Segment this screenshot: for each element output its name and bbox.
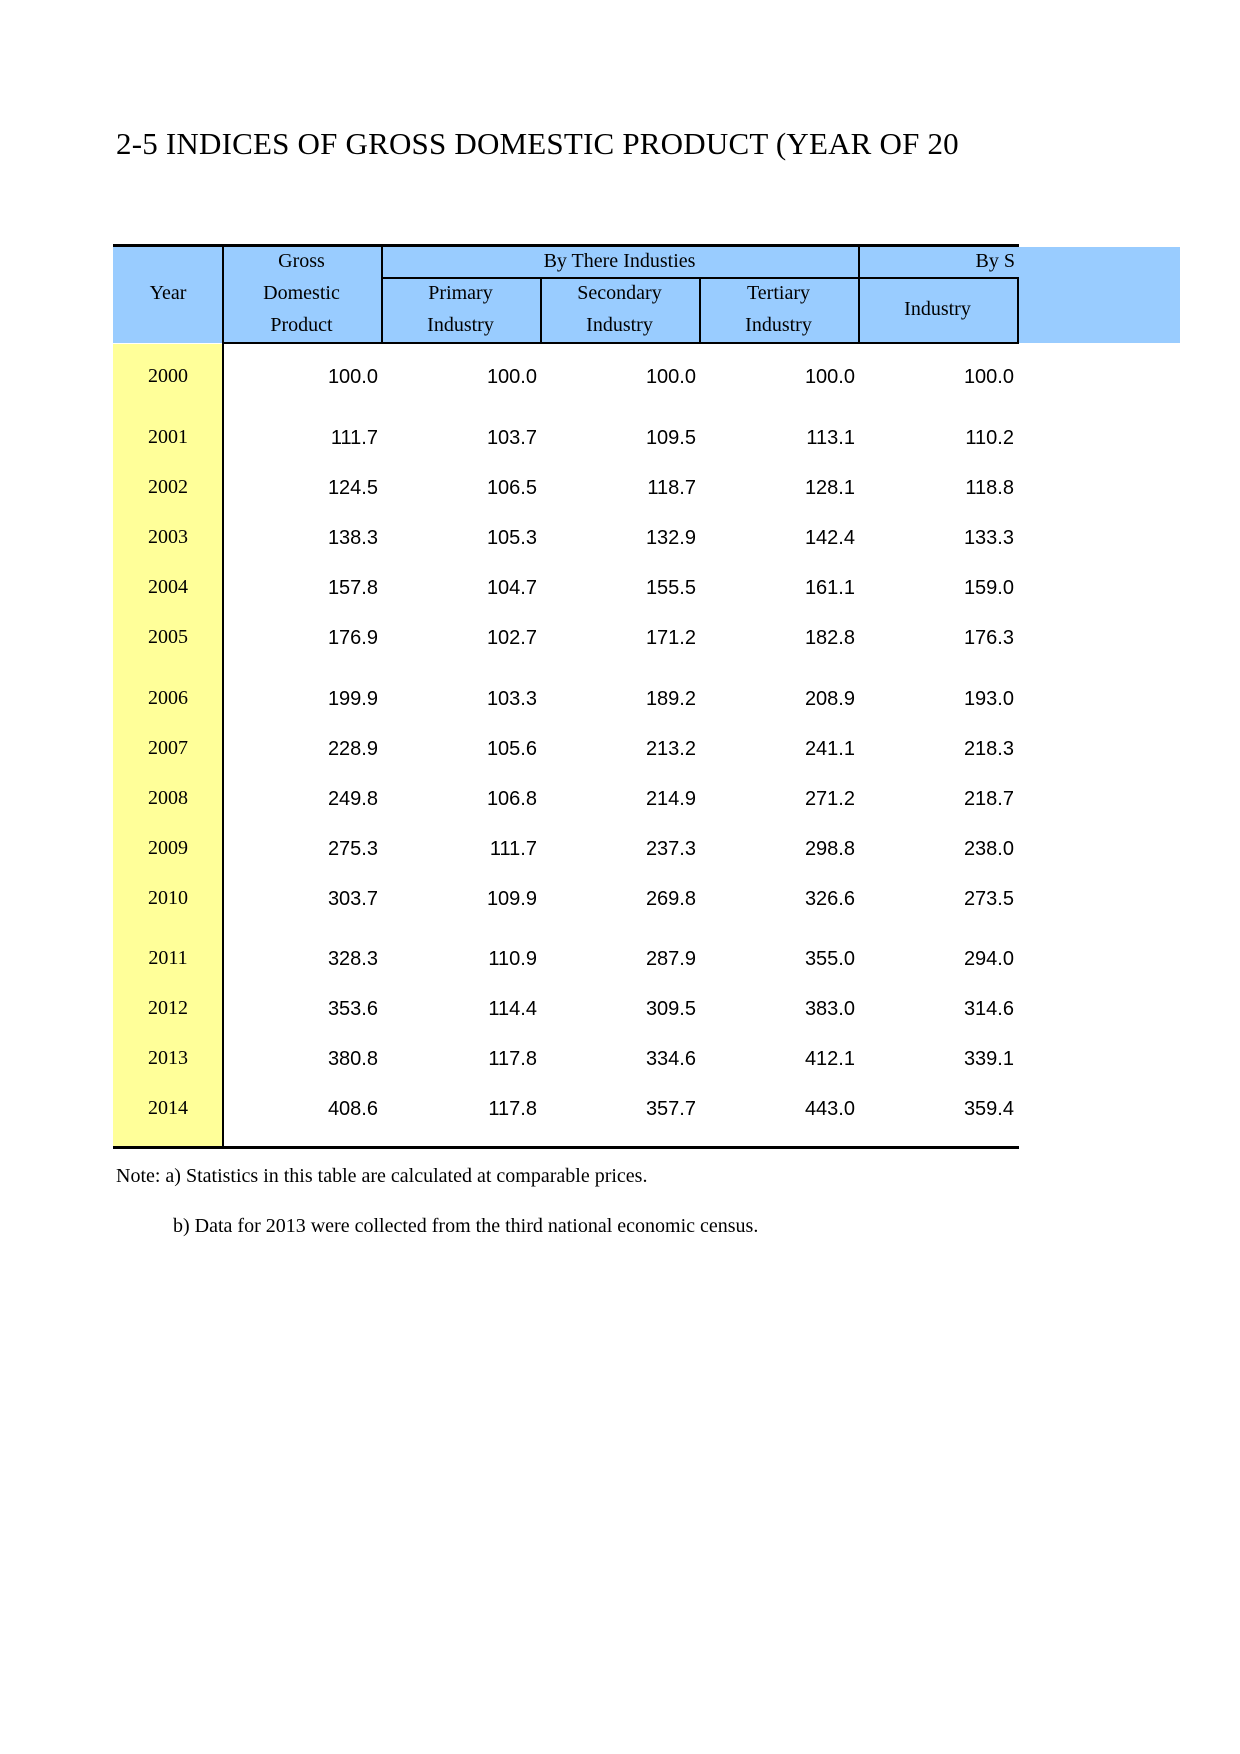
row-year: 2004	[148, 576, 188, 598]
cell-industry: 100.0	[963, 366, 1014, 388]
cell-secondary: 287.9	[645, 948, 696, 970]
cell-primary: 105.3	[486, 527, 537, 549]
cell-secondary: 100.0	[645, 366, 696, 388]
row-year: 2000	[148, 365, 188, 387]
cell-gdp: 124.5	[327, 477, 378, 499]
header-primary-line2: Industry	[427, 314, 494, 336]
cell-secondary: 309.5	[645, 998, 696, 1020]
cell-secondary: 109.5	[645, 427, 696, 449]
cell-gdp: 138.3	[327, 527, 378, 549]
cell-industry: 118.8	[965, 477, 1014, 499]
cell-tertiary: 412.1	[804, 1048, 855, 1070]
cell-tertiary: 128.1	[804, 477, 855, 499]
cell-primary: 102.7	[486, 627, 537, 649]
cell-gdp: 353.6	[327, 998, 378, 1020]
cell-tertiary: 208.9	[804, 688, 855, 710]
cell-tertiary: 355.0	[804, 948, 855, 970]
cell-secondary: 269.8	[645, 888, 696, 910]
cell-secondary: 237.3	[645, 838, 696, 860]
cell-primary: 106.8	[486, 788, 537, 810]
cell-industry: 133.3	[963, 527, 1014, 549]
cell-primary: 117.8	[488, 1048, 537, 1070]
cell-industry: 193.0	[963, 688, 1014, 710]
cell-secondary: 214.9	[645, 788, 696, 810]
cell-tertiary: 298.8	[804, 838, 855, 860]
page-title: 2-5 INDICES OF GROSS DOMESTIC PRODUCT (YEAR OF 20	[116, 126, 959, 161]
cell-secondary: 171.2	[645, 627, 696, 649]
cell-primary: 106.5	[486, 477, 537, 499]
cell-gdp: 111.7	[330, 427, 378, 449]
cell-tertiary: 113.1	[806, 427, 855, 449]
header-tertiary-line2: Industry	[745, 314, 812, 336]
row-year: 2014	[148, 1097, 188, 1119]
cell-tertiary: 100.0	[804, 366, 855, 388]
cell-gdp: 408.6	[327, 1098, 378, 1120]
cell-industry: 110.2	[965, 427, 1014, 449]
cell-primary: 117.8	[488, 1098, 537, 1120]
cell-gdp: 100.0	[327, 366, 378, 388]
cell-industry: 176.3	[963, 627, 1014, 649]
cell-tertiary: 182.8	[804, 627, 855, 649]
header-industry: Industry	[904, 298, 971, 320]
divider-industry-right	[1017, 279, 1019, 343]
row-year: 2009	[148, 837, 188, 859]
cell-industry: 218.7	[963, 788, 1014, 810]
row-year: 2012	[148, 997, 188, 1019]
cell-industry: 294.0	[963, 948, 1014, 970]
cell-primary: 109.9	[486, 888, 537, 910]
cell-secondary: 132.9	[645, 527, 696, 549]
cell-gdp: 199.9	[327, 688, 378, 710]
row-year: 2010	[148, 887, 188, 909]
header-secondary-line1: Secondary	[577, 282, 662, 304]
row-year: 2002	[148, 476, 188, 498]
header-gdp-line2: Domestic	[263, 282, 340, 304]
cell-industry: 314.6	[963, 998, 1014, 1020]
cell-tertiary: 161.1	[804, 577, 855, 599]
cell-industry: 238.0	[963, 838, 1014, 860]
cell-industry: 339.1	[963, 1048, 1014, 1070]
cell-gdp: 328.3	[327, 948, 378, 970]
cell-gdp: 303.7	[327, 888, 378, 910]
note-a: Note: a) Statistics in this table are calculated at comparable prices.	[116, 1165, 648, 1187]
header-gdp-line1: Gross	[278, 250, 325, 272]
header-primary-line1: Primary	[428, 282, 493, 304]
row-year: 2005	[148, 626, 188, 648]
note-b: b) Data for 2013 were collected from the third national economic census.	[173, 1215, 759, 1237]
cell-secondary: 189.2	[645, 688, 696, 710]
cell-industry: 273.5	[963, 888, 1014, 910]
cell-industry: 159.0	[963, 577, 1014, 599]
header-bottom-border	[222, 342, 1019, 344]
row-year: 2006	[148, 687, 188, 709]
cell-secondary: 213.2	[645, 738, 696, 760]
cell-primary: 105.6	[486, 738, 537, 760]
cell-primary: 100.0	[486, 366, 537, 388]
cell-primary: 103.7	[486, 427, 537, 449]
header-group-by-s: By S	[975, 250, 1015, 272]
cell-gdp: 380.8	[327, 1048, 378, 1070]
row-year: 2007	[148, 737, 188, 759]
row-year: 2008	[148, 787, 188, 809]
header-gdp-line3: Product	[270, 314, 333, 336]
table-bottom-border	[113, 1146, 1019, 1149]
cell-gdp: 249.8	[327, 788, 378, 810]
row-year: 2001	[148, 426, 188, 448]
cell-secondary: 155.5	[645, 577, 696, 599]
cell-gdp: 275.3	[327, 838, 378, 860]
cell-gdp: 157.8	[327, 577, 378, 599]
cell-tertiary: 241.1	[804, 738, 855, 760]
row-year: 2003	[148, 526, 188, 548]
cell-tertiary: 271.2	[804, 788, 855, 810]
cell-tertiary: 142.4	[804, 527, 855, 549]
cell-primary: 104.7	[486, 577, 537, 599]
cell-industry: 359.4	[963, 1098, 1014, 1120]
cell-primary: 114.4	[488, 998, 537, 1020]
cell-secondary: 118.7	[647, 477, 696, 499]
header-year: Year	[149, 282, 187, 304]
row-year: 2011	[148, 947, 188, 969]
cell-gdp: 176.9	[327, 627, 378, 649]
header-secondary-line2: Industry	[586, 314, 653, 336]
cell-tertiary: 443.0	[804, 1098, 855, 1120]
cell-secondary: 334.6	[645, 1048, 696, 1070]
cell-tertiary: 383.0	[804, 998, 855, 1020]
cell-primary: 103.3	[486, 688, 537, 710]
header-tertiary-line1: Tertiary	[746, 282, 810, 304]
cell-industry: 218.3	[963, 738, 1014, 760]
cell-secondary: 357.7	[645, 1098, 696, 1120]
cell-tertiary: 326.6	[804, 888, 855, 910]
cell-primary: 111.7	[489, 838, 537, 860]
header-group-three-industries: By There Industies	[543, 250, 696, 272]
row-year: 2013	[148, 1047, 188, 1069]
cell-gdp: 228.9	[327, 738, 378, 760]
cell-primary: 110.9	[488, 948, 537, 970]
